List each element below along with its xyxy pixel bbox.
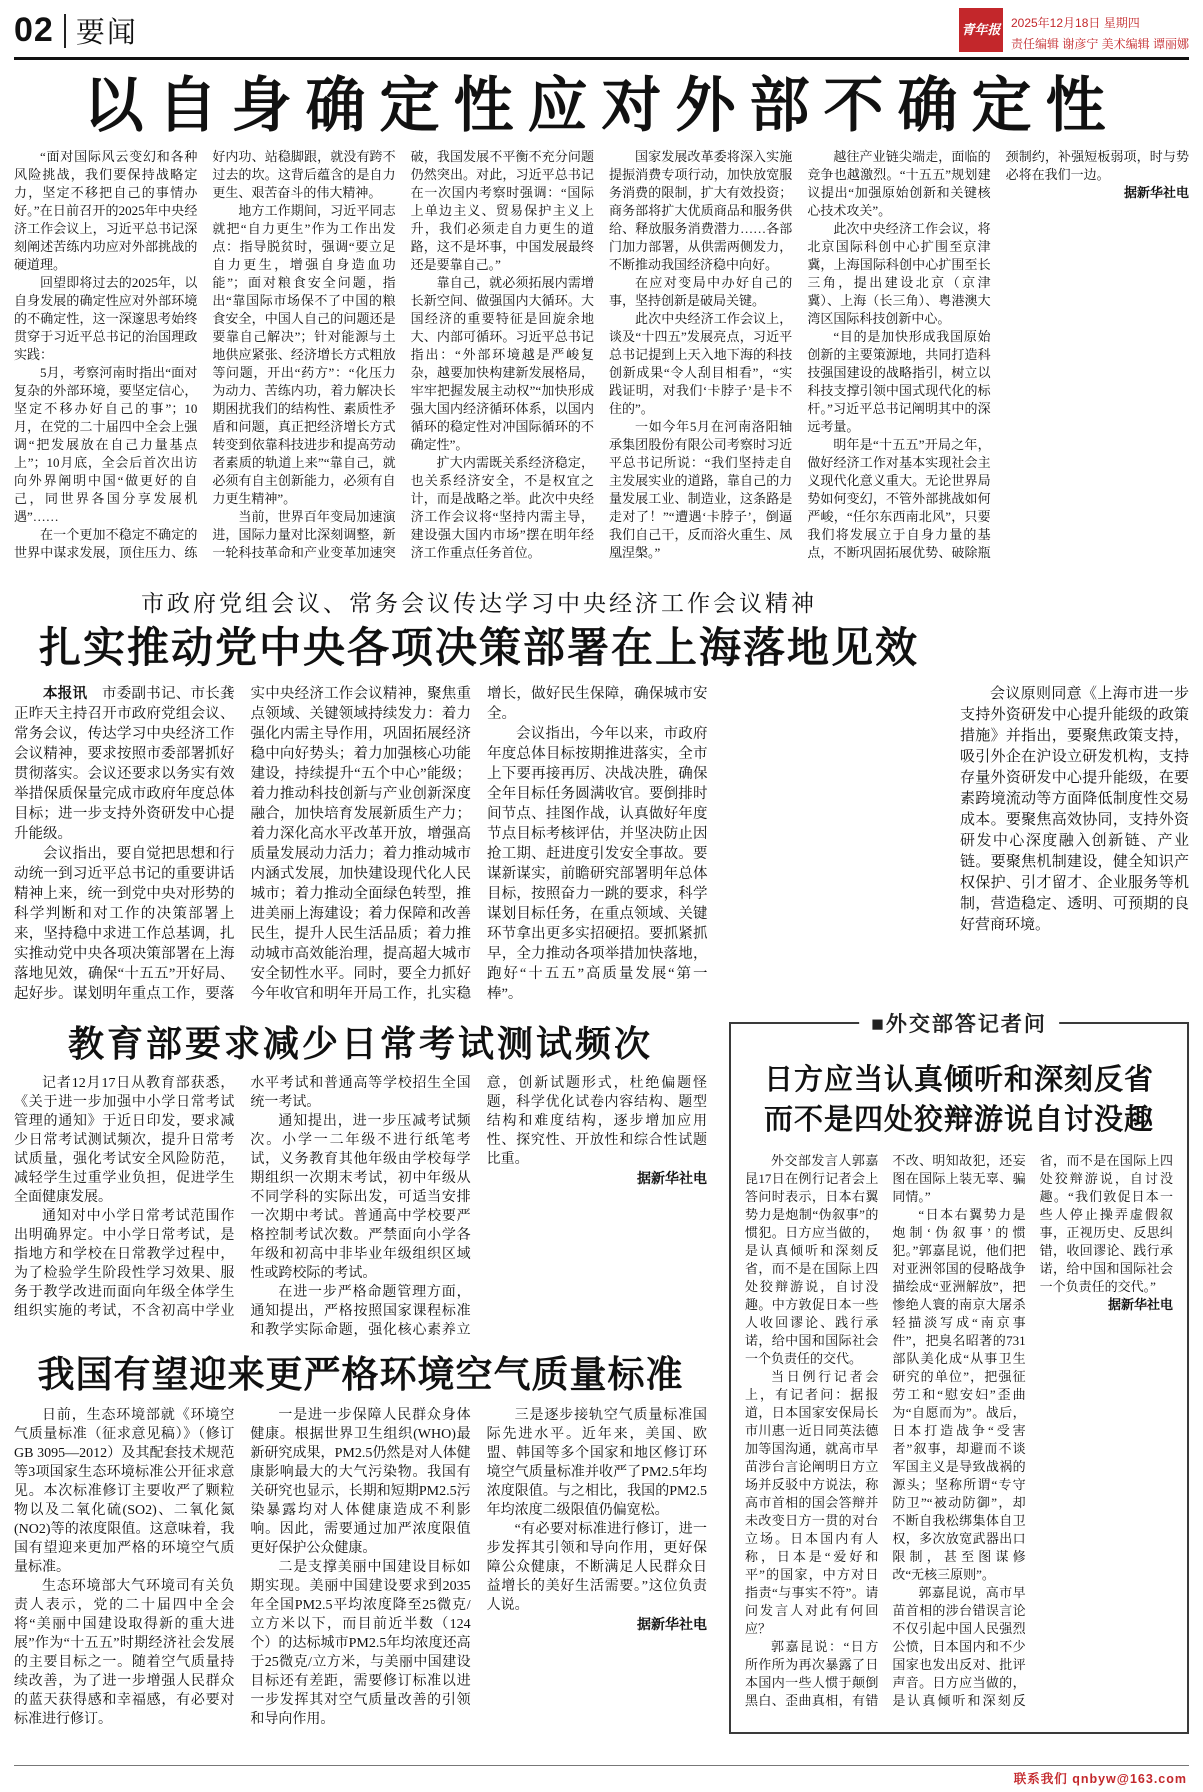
paragraph: 此次中央经济工作会议，将北京国际科创中心扩围至京津冀，上海国际科创中心扩围至长三角，提出建设北京（京津冀）、上海（长三角）、粤港澳大湾区国际科技创新中心。: [807, 221, 991, 326]
article-air-byline: 据新华社电: [636, 1616, 707, 1632]
article-air-headline: 我国有望迎来更严格环境空气质量标准: [37, 1354, 684, 1395]
paragraph: 通知提出，进一步压减考试频次。小学一二年级不进行纸笔考试，义务教育其他年级由学校每学期组织一次期末考试，初中年级从不同学科的实际出发，可适当安排一次期中考试。普通高中学校要严格控制考试次数。严禁面向小学各年级和初高中非毕业年级组织区域性或跨校际的考试。: [250, 1114, 471, 1281]
paragraph: 5月，考察河南时指出“面对复杂的外部环境，要坚定信心，坚定不移办好自己的事”；10月，在党的二十届四中全会上强调“把发展放在自己力量基点上”；10月底，全会后首次出访向外界阐明中国“做更好的自己，同世界各国分享发展机遇”……: [14, 365, 198, 524]
mofa-qa-box: [729, 1012, 1189, 1734]
paragraph: “有必要对标准进行修订，进一步发挥其引领和导向作用，更好保障公众健康，不断满足人民群众日益增长的美好生活需要。”这位负责人说。: [486, 1522, 707, 1613]
paragraph: 地方工作期间，习近平同志就把“自力更生”作为工作出发点：指导脱贫时，强调“要立足自力更生，增强自身造血功能”；面对粮食安全问题，指出“靠国际市场保不了中国的粮食安全，中国人自己的问题还是要靠自己解决”；针对能源与土地供应紧张、经济增长方式粗放等问题，开出“药方”：“化压力为动力、苦练内功，着力解决长期困扰我们的结构性、素质性矛盾和问题，真正把经济增长方式转变到依靠科技进步和提高劳动者素质的轨道上来”“靠自己，就必须有自主创新能力，必须有自力更生精神”。: [212, 203, 396, 506]
lower-left-column: [14, 1022, 707, 1730]
paragraph: “目的是加快形成我国原始创新的主要策源地，共同打造科技强国建设的战略指引，树立以科技支撑引领中国式现代化的标杆。”习近平总书记阐明其中的深远考量。: [807, 329, 991, 434]
paragraph: 扩大内需既关系经济稳定，也关系经济安全，不是权宜之计，而是战略之举。此次中央经济工作会议将“坚持内需主导，建设强大国内市场”摆在明年经济工作重点任务首位。: [410, 455, 594, 560]
paragraph: 记者12月17日从教育部获悉，《关于进一步加强中小学日常考试管理的通知》于近日印发，要求减少日常考试测试频次，提升日常考试质量，强化考试安全风险防范，减轻学生过重学业负担，促进学生全面健康发展。: [14, 1076, 235, 1205]
article-shanghai-kicker: 市政府党组会议、常务会议传达学习中央经济工作会议精神: [141, 590, 817, 616]
editors-line: 责任编辑 谢彦宁 美术编辑 谭丽娜: [1010, 37, 1189, 51]
paragraph: 一是进一步保障人民群众身体健康。根据世界卫生组织(WHO)最新研究成果，PM2.5仍然是对人体健康影响最大的大气污染物。我国有关研究也显示，长期和短期PM2.5污染暴露均对人体健康造成不利影响。因此，需要通过加严浓度限值更好保护公众健康。: [250, 1408, 471, 1556]
article-air-body: [14, 1406, 707, 1730]
section-title: 要闻: [75, 17, 138, 49]
article-shanghai-sidecol: [960, 588, 1189, 1006]
lead-label: 本报讯: [43, 686, 88, 702]
paragraph: 郭嘉昆说：“日方所作所为再次暴露了日本国内一些人惯于颠倒黑白、歪曲真相，有错不改、明知故犯，还妄图在国际上装无辜、骗同情。”: [745, 1153, 1026, 1708]
paragraph: 会议指出，要自觉把思想和行动统一到习近平总书记的重要讲话精神上来，统一到党中央对形势的科学判断和对工作的决策部署上来，坚持稳中求进工作总基调，扎实推动党中央各项决策部署在上海落地见效，确保“十五五”开好局、起好步。谋划明年重点工作，要落实中央经济工作会议精神，聚焦重点领域、关键领域持续发力：着力强化内需主导作用，巩固拓展经济稳中向好势头；着力加强核心功能建设，持续提升“五个中心”能级；着力推动科技创新与产业创新深度融合，加快培育发展新质生产力；着力深化高水平改革开放，增强高质量发展动力活力；着力推动城市内涵式发展，加快建设现代化人民城市；着力推动全面绿色转型，推进美丽上海建设；着力保障和改善民生，提升人民生活品质；着力推动城市高效能治理，提高超大城市安全韧性水平。同时，要全力抓好今年收官和明年开局工作，扎实稳增长，做好民生保障，确保城市安全。: [14, 686, 708, 1002]
paragraph: 通知对中小学日常考试范围作出明确界定。中小学日常考试，是指地方和学校在日常教学过程中，为了检验学生阶段性学习效果、服务于教学改进而面向年级全体学生组织实施的考试，不含初高中学业水平考试和普通高等学校招生全国统一考试。: [14, 1076, 471, 1319]
article-shanghai-headline: 扎实推动党中央各项决策部署在上海落地见效: [38, 624, 919, 671]
article-shanghai-side-body: [960, 684, 1189, 1006]
article-top: [14, 72, 1189, 572]
paragraph: 外交部发言人郭嘉昆17日在例行记者会上答问时表示，日本右翼势力是炮制“伪叙事”的惯犯。日方应当做的，是认真倾听和深刻反省，而不是在国际上四处狡辩游说，自讨没趣。中方敦促日本一些人收回谬论、践行承诺，给中国和国际社会一个负责任的交代。: [745, 1153, 879, 1366]
masthead-meta: [1011, 8, 1189, 52]
paragraph: 在应对变局中办好自己的事，坚持创新是破局关键。: [608, 275, 793, 308]
issue-date: 2025年12月18日 星期四: [1010, 16, 1140, 30]
article-top-headline: 以自身确定性应对外部不确定性: [83, 73, 1120, 139]
article-top-paragraphs: [14, 148, 1189, 572]
article-air-paragraphs: [14, 1406, 707, 1730]
newspaper-logo: 青年报: [959, 8, 1003, 52]
paragraph: 会议指出，今年以来，市政府年度总体目标按期推进落实，全市上下要再接再厉、决战决胜，确保全年目标任务圆满收官。要倒排时间节点、挂图作战，认真做好年度节点目标考核评估，并坚决防止因抢工期、赶进度引发安全事故。要谋新谋实，前瞻研究部署明年总体目标，按照奋力一跳的要求，科学谋划目标任务，在重点领域、关键环节拿出更多实招硬招。要抓紧抓早，全力推动各项举措加快落地，跑好“十五五”高质量发展“第一棒”。: [487, 726, 708, 1002]
paragraph: 国家发展改革委将深入实施提振消费专项行动，加快放宽服务消费的限制，扩大有效投资；商务部将扩大优质商品和服务供给、释放服务消费潜力……各部门加力部署，从供需两侧发力，不断推动我国经济稳中向好。: [608, 149, 793, 272]
article-air: [14, 1352, 707, 1730]
article-exam-paragraphs: [14, 1074, 707, 1340]
article-shanghai: [14, 588, 1189, 1006]
article-exam-headline: 教育部要求减少日常考试测试频次: [67, 1023, 653, 1064]
paragraph: 当前，世界百年变局加速演进，国际力量对比深刻调整，新一轮科技革命和产业变革加速突破，我国发展不平衡不充分问题仍然突出。对此，习近平总书记在一次国内考察时强调：“国际上单边主义、贸易保护主义上升，我们必须走自力更生的道路，这不是坏事，中国发展最终还是要靠自己。”: [212, 149, 594, 560]
masthead: [14, 8, 1189, 54]
article-exam-byline: 据新华社电: [636, 1170, 707, 1186]
article-exam-body: [14, 1074, 707, 1340]
masthead-right: [959, 8, 1189, 52]
mofa-headline-line2: 而不是四处狡辩游说自讨没趣: [763, 1104, 1154, 1136]
paragraph: 回望即将过去的2025年，以自身发展的确定性应对外部环境的不确定性，这一深邃思考始终贯穿于习近平总书记的治国理政实践：: [14, 275, 198, 362]
lead-paragraph: [14, 684, 235, 844]
page-number: 02: [14, 11, 54, 49]
footer-rule: [14, 1765, 1189, 1766]
paragraph: 二是支撑美丽中国建设目标如期实现。美丽中国建设要求到2035年全国PM2.5平均浓度降至25微克/立方米以下，而目前近半数（124个）的达标城市PM2.5年均浓度还高于25微克/立方米，与美丽中国建设目标还有差距，需要修订标准以进一步发挥其对空气质量改善的引领和导向作用。: [250, 1560, 471, 1727]
paragraph: 郭嘉昆说，高市早苗首相的涉台错误言论不仅引起中国人民强烈公愤，日本国内和不少国家也发出反对、批评声音。日方应当做的，是认真倾听和深刻反省，而不是在国际上四处狡辩游说，自讨没趣。“我们敦促日本一些人停止操弄虚假叙事，正视历史、反思纠错，收回谬论、践行承诺，给中国和国际社会一个负责任的交代。”: [892, 1153, 1173, 1708]
side-paragraph: 会议原则同意《上海市进一步支持外资研发中心提升能级的政策措施》并指出，要聚焦政策支持，吸引外企在沪设立研发机构，支持存量外资研发中心提升能级，在要素跨境流动等方面降低制度性交易成本。要聚焦高效协同，支持外资研发中心深度融入创新链、产业链。要聚焦机制建设，健全知识产权保护、引才留才、企业服务等机制，营造稳定、透明、可预期的良好营商环境。: [960, 686, 1189, 933]
paragraph: 生态环境部大气环境司有关负责人表示，党的二十届四中全会将“美丽中国建设取得新的重大进展”作为“十五五”时期经济社会发展的主要目标之一。随着空气质量持续改善，为了进一步增强人民群众的蓝天获得感和幸福感，有必要对标准进行修订。: [14, 1579, 235, 1727]
paragraph: 当日例行记者会上，有记者问：据报道，日本国家安保局长市川惠一近日同英法德加等国沟通，就高市早苗涉台言论阐明日方立场并反驳中方说法，称高市首相的国会答辩并未改变日方一贯的对台立场。日本国内有人称，日本是“爱好和平”的国家，中方对日指责“与事实不符”。请问发言人对此有何回应？: [745, 1369, 879, 1636]
paragraph: 靠自己，就必须拓展内需增长新空间、做强国内大循环。大国经济的重要特征是回旋余地大、内部可循环。习近平总书记指出：“外部环境越是严峻复杂，越要加快构建新发展格局，牢牢把握发展主动权”“加快形成强大国内经济循环体系，以国内循环的稳定性对冲国际循环的不确定性”。: [410, 275, 594, 452]
masthead-left: [14, 8, 138, 51]
article-shanghai-main: [14, 588, 944, 1006]
lead-text: 市委副书记、市长龚正昨天主持召开市政府党组会议、常务会议，传达学习中央经济工作会议精神，要求按照市委部署抓好贯彻落实。会议还要求以务实有效举措保质保量完成市政府年度总体目标；进一步支持外资研发中心提升能级。: [14, 686, 235, 842]
contact-label: 联系我们: [1013, 1772, 1068, 1786]
paragraph: 越往产业链尖端走，面临的竞争也越激烈。“十五五”规划建议提出“加强原始创新和关键核心技术攻关”。: [807, 149, 991, 218]
paragraph: “日本右翼势力是炮制‘伪叙事’的惯犯。”郭嘉昆说，他们把对亚洲邻国的侵略战争描绘成“亚洲解放”，把惨绝人寰的南京大屠杀轻描淡写成“南京事件”，把臭名昭著的731部队美化成“从事卫生研究的单位”，把强征劳工和“慰安妇”歪曲为“自愿而为”。战后，日本打造战争“受害者”叙事，却避而不谈军国主义是导致战祸的源头；坚称所谓“专守防卫”“被动防御”，却不断自我松绑集体自卫权，多次放宽武器出口限制，甚至图谋修改“无核三原则”。: [892, 1207, 1026, 1582]
mofa-box-paragraphs: [745, 1152, 1173, 1712]
masthead-rule: [14, 57, 1189, 60]
lower-band: [14, 1012, 1189, 1734]
mofa-box-body: [745, 1152, 1173, 1712]
contact-email[interactable]: qnbyw@163.com: [1072, 1772, 1187, 1786]
paragraph: 日前，生态环境部就《环境空气质量标准（征求意见稿）》（修订GB 3095—2012）及其配套技术规范等3项国家生态环境标准公开征求意见。本次标准修订主要收严了颗粒物以及二氧化硫(SO2)、二氧化氮(NO2)等的浓度限值。这意味着，我国有望迎来更加严格的环境空气质量标准。: [14, 1408, 235, 1575]
paragraph: 在一个更加不稳定不确定的世界中谋求发展，顶住压力、练好内功、站稳脚跟，就没有跨不过去的坎。这背后蕴含的是自力更生、艰苦奋斗的伟大精神。: [14, 149, 396, 560]
article-top-byline: 据新华社电: [1123, 185, 1189, 200]
paragraph: 在进一步严格命题管理方面，通知提出，严格按照国家课程标准和教学实际命题，强化核心素养立意，创新试题形式，杜绝偏题怪题，科学优化试卷内容结构、题型结构和难度结构，逐步增加应用性、探究性、开放性和综合性试题比重。: [250, 1076, 707, 1338]
mofa-box-tag: ■外交部答记者问: [859, 1008, 1059, 1038]
paragraph: 三是逐步接轨空气质量标准国际先进水平。近年来，美国、欧盟、韩国等多个国家和地区修订环境空气质量标准并收严了PM2.5年均浓度限值。与之相比，我国的PM2.5年均浓度二级限值仍偏宽松。: [486, 1408, 707, 1518]
article-exam: [14, 1022, 707, 1340]
masthead-divider: [64, 14, 66, 48]
article-top-body: [14, 148, 1189, 572]
paragraph: 明年是“十五五”开局之年，做好经济工作对基本实现社会主义现代化意义重大。无论世界局势如何变幻，不管外部挑战如何严峻，“任尔东西南北风”，只要我们将发展立于自身力量的基点，不断巩固拓展优势、破除瓶颈制约，补强短板弱项，时与势必将在我们一边。: [807, 149, 1189, 560]
footer-contact: [1014, 1769, 1187, 1787]
paragraph: 一如今年5月在河南洛阳轴承集团股份有限公司考察时习近平总书记所说：“我们坚持走自主发展实业的道路，靠自己的力量发展工业、制造业，这条路是走对了！”“遭遇‘卡脖子’，倒逼我们自己干，反而浴火重生、凤凰涅槃。”: [608, 419, 793, 560]
mofa-box-byline: 据新华社电: [1107, 1297, 1173, 1312]
article-shanghai-body: [14, 684, 944, 1006]
paragraph: 此次中央经济工作会议上，谈及“十四五”发展亮点，习近平总书记提到上天入地下海的科技创新成果“令人刮目相看”，“实践证明，对我们‘卡脖子’是卡不住的”。: [608, 311, 793, 416]
paragraph: “面对国际风云变幻和各种风险挑战，我们要保持战略定力，坚定不移把自己的事情办好。”在日前召开的2025年中央经济工作会议上，习近平总书记深刻阐述苦练内功应对外部挑战的硬道理。: [14, 149, 198, 272]
mofa-headline-line1: 日方应当认真倾听和深刻反省: [763, 1064, 1154, 1096]
